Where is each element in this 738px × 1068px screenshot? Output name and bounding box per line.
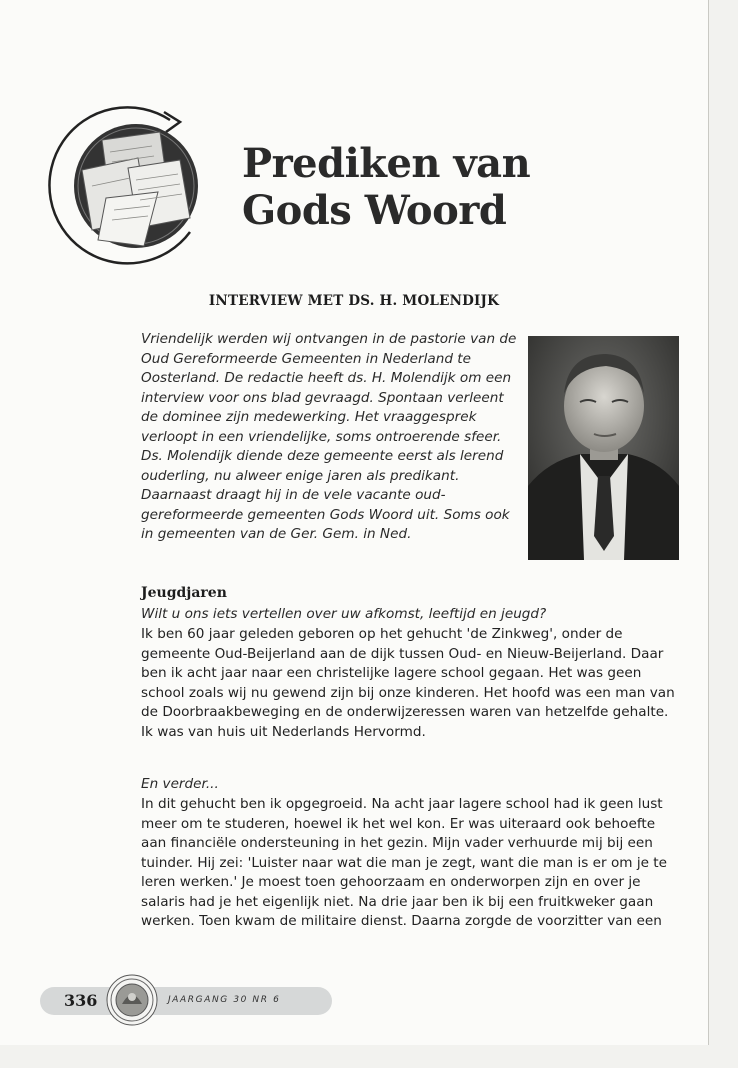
page-footer bbox=[40, 972, 340, 1024]
page-number: 336 bbox=[64, 991, 98, 1010]
seal-emblem-icon bbox=[106, 974, 158, 1026]
answer-1: Ik ben 60 jaar geleden geboren op het gehucht 'de Zinkweg', onder de gemeente Oud-Beijerland aan de dijk tussen Oud- en Nieuw-Beijerland. Daar ben ik acht jaar naar een christelijke lagere school gegaan. Het was geen school zoals wij nu gewend zijn bij onze kinderen. Het hoofd was een man van de Doorbraakbeweging en de onderwijzeressen waren van hetzelfde gehalte. Ik was van huis uit Nederlands Hervormd. bbox=[141, 626, 675, 740]
title-line-1: Prediken van bbox=[242, 140, 531, 187]
section-heading-jeugdjaren: Jeugdjaren bbox=[141, 585, 227, 601]
question-1: Wilt u ons iets vertellen over uw afkomst, leeftijd en jeugd? bbox=[141, 606, 547, 622]
answer-2: In dit gehucht ben ik opgegroeid. Na acht jaar lagere school had ik geen lust meer om te studeren, hoewel ik het wel kon. Er was uiteraard ook behoefte aan financiële ondersteuning in het gezin. Mijn vader verhuurde mij bij een tuinder. Hij zei: 'Luister naar wat die man je zegt, want die man is er om je te leren werken.' Je moest toen gehoorzaam en onderworpen zijn en over je salaris had je het eigenlijk niet. Na drie jaar ben ik bij een fruitkweker gaan werken. Toen kwam de militaire dienst. Daarna zorgde de voorzitter van een bbox=[141, 796, 667, 929]
intro-paragraph: Vriendelijk werden wij ontvangen in de pastorie van de Oud Gereformeerde Gemeenten in Nederland te Oosterland. De redactie heeft ds. H. Molendijk om een interview voor ons blad gevraagd. Spontaan verleent de dominee zijn medewerking. Het vraaggesprek verloopt in een vriendelijke, soms ontroerende sfeer. Ds. Molendijk diende deze gemeente eerst als lerend ouderling, nu alweer enige jaren als predikant. Daarnaast draagt hij in de vele vacante oud-gereformeerde gemeenten Gods Woord uit. Soms ook in gemeenten van de Ger. Gem. in Ned. bbox=[141, 331, 517, 542]
title-line-2: Gods Woord bbox=[242, 187, 507, 234]
article-title bbox=[242, 140, 530, 234]
article-subtitle: INTERVIEW MET DS. H. MOLENDIJK bbox=[208, 293, 500, 309]
portrait-photo bbox=[528, 336, 679, 560]
question-2: En verder... bbox=[141, 776, 219, 792]
papers-circle-logo bbox=[40, 100, 210, 275]
issue-label: JAARGANG 30 NR 6 bbox=[168, 995, 281, 1005]
